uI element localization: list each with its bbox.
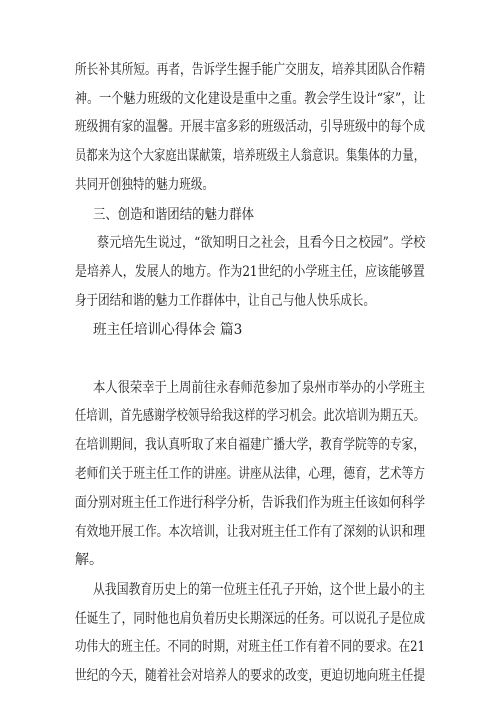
text-line: 从我国教育历史上的第一位班主任孔子开始，这个世上最小的主: [93, 582, 425, 598]
text-line: 有效地开展工作。本次培训，让我对班主任工作有了深刻的认识和理: [75, 524, 425, 540]
article-heading: 班主任培训心得体会 篇3: [93, 322, 243, 338]
text-line: 世纪的今天，随着社会对培养人的要求的改变，更迫切地向班主任提: [75, 668, 425, 684]
text-line: 神。一个魅力班级的文化建设是重中之重。教会学生设计“家”，让: [75, 91, 426, 107]
text-line: 老师们关于班主任工作的讲座。讲座从法律，心理，德育，艺术等方: [75, 466, 425, 482]
text-line: 解。: [75, 552, 103, 568]
text-line: 本人很荣幸于上周前往永春师范参加了泉州市举办的小学班主: [93, 380, 425, 396]
text-line: 面分别对班主任工作进行科学分析，告诉我们作为班主任该如何科学: [75, 495, 425, 511]
text-line: 任诞生了，同时他也肩负着历史长期深远的任务。可以说孔子是位成: [75, 611, 425, 627]
text-line: 任培训，首先感谢学校领导给我这样的学习机会。此次培训为期五天。: [75, 408, 425, 424]
text-line: 所长补其所短。再者，告诉学生握手能广交朋友，培养其团队合作精: [75, 62, 425, 78]
text-line: 身于团结和谐的魅力工作群体中，让自己与他人快乐成长。: [75, 293, 375, 309]
text-line: 共同开创独特的魅力班级。: [75, 177, 214, 193]
text-line: 蔡元培先生说过，“欲知明日之社会，且看今日之校园”。学校: [97, 235, 426, 251]
text-line: 是培养人，发展人的地方。作为21世纪的小学班主任，应该能够置: [75, 264, 425, 280]
text-line: 在培训期间，我认真听取了来自福建广播大学，教育学院等的专家，: [75, 437, 425, 453]
text-line: 班级拥有家的温馨。开展丰富多彩的班级活动，引导班级中的每个成: [75, 119, 425, 135]
section-heading: 三、创造和谐团结的魅力群体: [93, 207, 254, 223]
text-line: 功伟大的班主任。不同的时期，对班主任工作有着不同的要求。在21: [75, 639, 425, 655]
text-line: 员都来为这个大家庭出谋献策，培养班级主人翁意识。集集体的力量，: [75, 148, 425, 164]
